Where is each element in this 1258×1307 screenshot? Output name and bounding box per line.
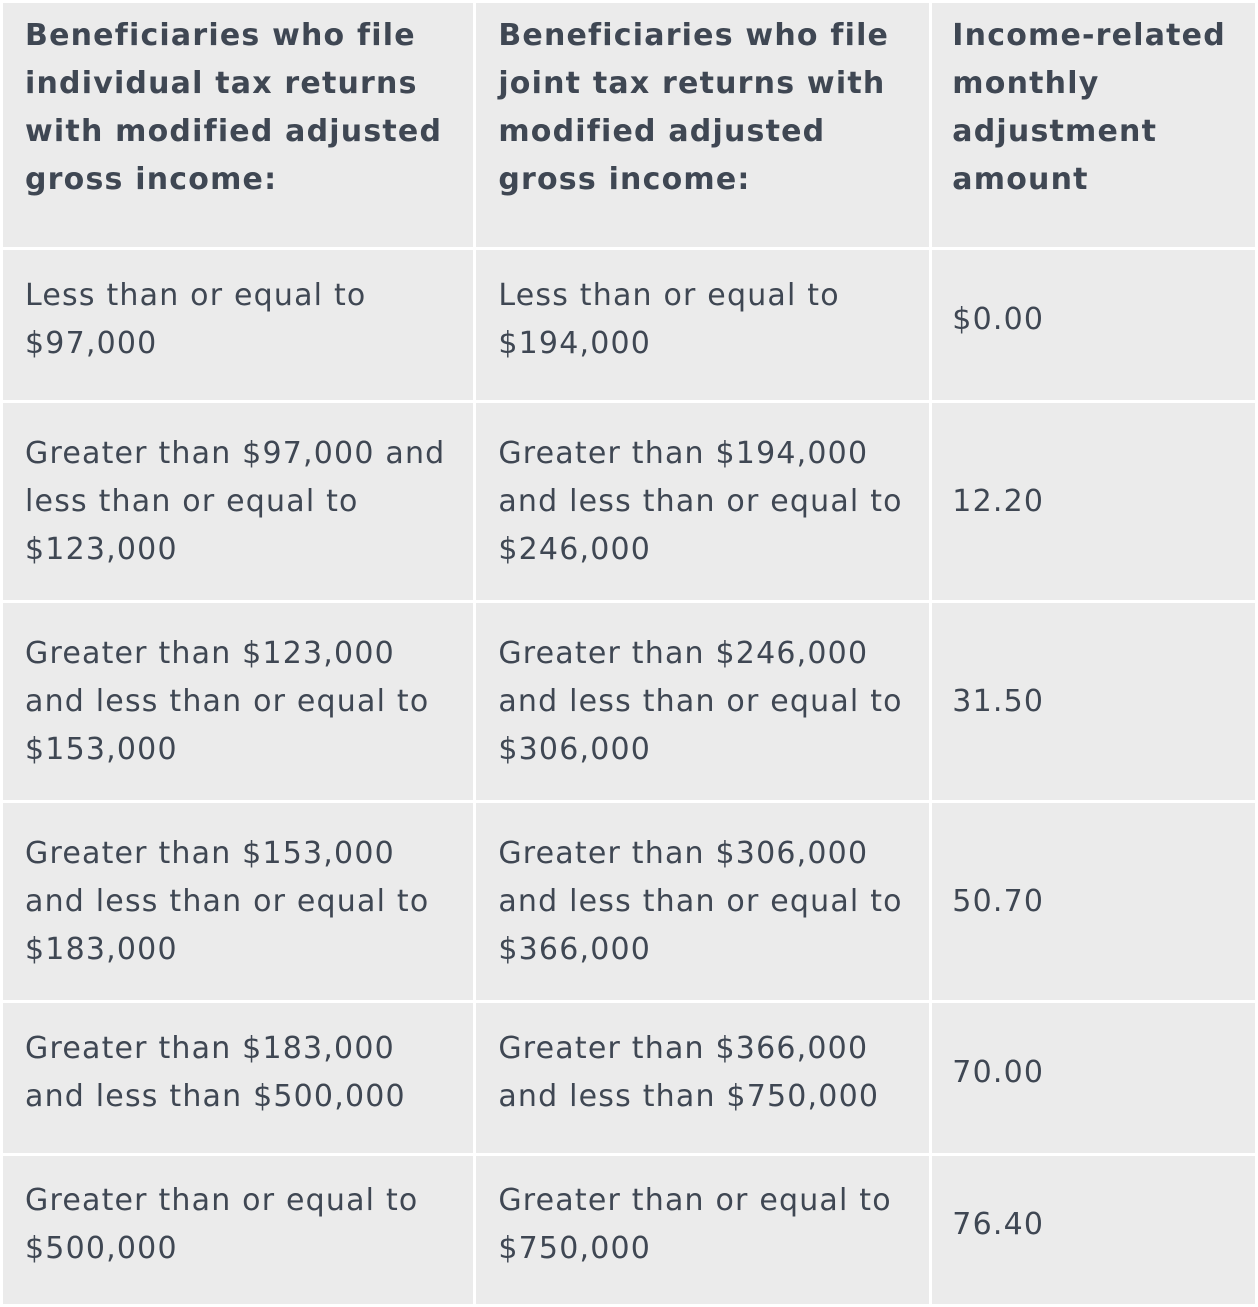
cell-amount: 76.40 bbox=[931, 1155, 1257, 1306]
cell-amount: 12.20 bbox=[931, 402, 1257, 602]
table-row bbox=[2, 1155, 1257, 1306]
header-individual: Beneficiaries who file individual tax returns with modified adjusted gross income: bbox=[2, 2, 475, 249]
table-row bbox=[2, 1002, 1257, 1155]
cell-individual: Greater than or equal to $500,000 bbox=[2, 1155, 475, 1306]
cell-individual: Greater than $97,000 and less than or equal to $123,000 bbox=[2, 402, 475, 602]
cell-amount: 50.70 bbox=[931, 802, 1257, 1002]
cell-individual: Greater than $183,000 and less than $500,000 bbox=[2, 1002, 475, 1155]
cell-individual: Greater than $153,000 and less than or equal to $183,000 bbox=[2, 802, 475, 1002]
cell-individual: Less than or equal to $97,000 bbox=[2, 249, 475, 402]
cell-amount: $0.00 bbox=[931, 249, 1257, 402]
cell-amount: 31.50 bbox=[931, 602, 1257, 802]
header-joint: Beneficiaries who file joint tax returns with modified adjusted gross income: bbox=[475, 2, 931, 249]
cell-joint: Greater than $366,000 and less than $750,000 bbox=[475, 1002, 931, 1155]
table-row bbox=[2, 602, 1257, 802]
cell-joint: Greater than or equal to $750,000 bbox=[475, 1155, 931, 1306]
cell-joint: Less than or equal to $194,000 bbox=[475, 249, 931, 402]
header-adjustment-amount: Income-related monthly adjustment amount bbox=[931, 2, 1257, 249]
table-row bbox=[2, 402, 1257, 602]
cell-joint: Greater than $306,000 and less than or equal to $366,000 bbox=[475, 802, 931, 1002]
cell-joint: Greater than $246,000 and less than or equal to $306,000 bbox=[475, 602, 931, 802]
table-row bbox=[2, 249, 1257, 402]
cell-joint: Greater than $194,000 and less than or equal to $246,000 bbox=[475, 402, 931, 602]
table-header-row bbox=[2, 2, 1257, 249]
cell-individual: Greater than $123,000 and less than or equal to $153,000 bbox=[2, 602, 475, 802]
table-row bbox=[2, 802, 1257, 1002]
cell-amount: 70.00 bbox=[931, 1002, 1257, 1155]
